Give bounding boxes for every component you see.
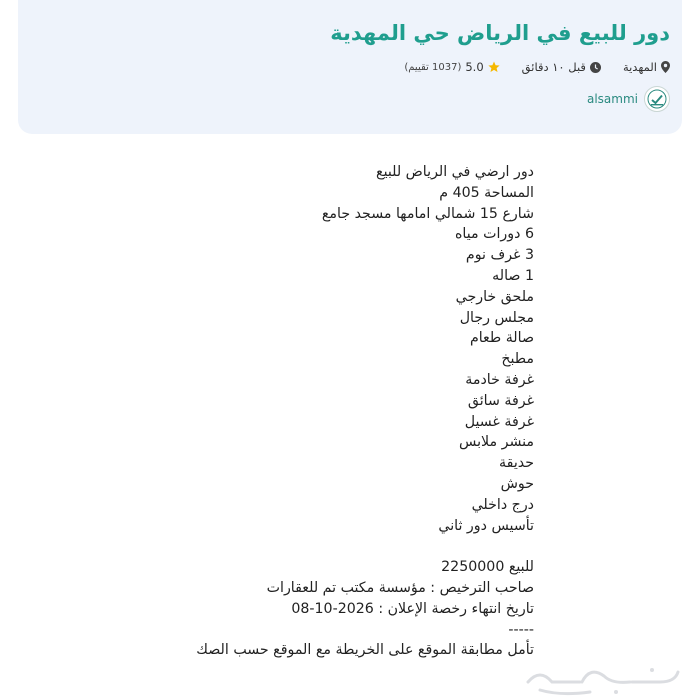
- location-pin-icon: [661, 61, 670, 73]
- license-owner: صاحب الترخيص : مؤسسة مكتب تم للعقارات: [266, 579, 534, 596]
- description-line: غرفة خادمة: [465, 371, 534, 388]
- time-info: [522, 60, 601, 74]
- haraj-watermark-logo: [520, 658, 685, 698]
- license-expiry: تاريخ انتهاء رخصة الإعلان : 2026-10-08: [291, 600, 534, 617]
- description-line: 6 دورات مياه: [454, 226, 534, 243]
- description-line: مجلس رجال: [459, 309, 534, 326]
- description-line: المساحة 405 م: [439, 184, 534, 201]
- description-line: مطبخ: [501, 351, 534, 368]
- rating-info[interactable]: [404, 60, 499, 74]
- time-ago: قبل ١٠ دقائق: [521, 60, 586, 74]
- rating-value: 5.0: [465, 60, 484, 74]
- description-line: تأسيس دور ثاني: [438, 517, 534, 534]
- description-line: غرفة غسيل: [464, 413, 534, 430]
- author-row[interactable]: [30, 86, 670, 112]
- note-line: تأمل مطابقة الموقع على الخريطة مع الموقع حسب الصك: [196, 642, 534, 659]
- description-line: 1 صاله: [492, 267, 534, 284]
- description-line: صالة طعام: [469, 330, 534, 347]
- description-line: منشر ملابس: [459, 434, 534, 451]
- clock-icon: [590, 62, 601, 73]
- ad-title: دور للبيع في الرياض حي المهدية: [330, 21, 670, 45]
- description-line: درج داخلي: [471, 496, 534, 513]
- description-line: دور ارضي في الرياض للبيع: [376, 164, 534, 180]
- ad-meta-row: [30, 60, 670, 74]
- rating-count: (1037 تقييم): [404, 61, 462, 73]
- location-label: المهدية: [622, 60, 657, 74]
- description-line: 3 غرف نوم: [465, 247, 534, 264]
- description-line: غرفة سائق: [467, 392, 534, 409]
- description-line: شارع 15 شمالي امامها مسجد جامع: [321, 205, 534, 222]
- author-name[interactable]: alsammi: [586, 92, 638, 106]
- verified-avatar-icon: [644, 86, 670, 112]
- separator-line: -----: [508, 621, 534, 638]
- ad-header-card: [18, 0, 682, 134]
- ad-description: [154, 162, 534, 661]
- star-icon: [488, 61, 500, 73]
- blank-line: [154, 536, 534, 557]
- location-link[interactable]: [623, 60, 670, 74]
- description-line: حديقة: [499, 455, 534, 472]
- price-line: للبيع 2250000: [441, 559, 534, 576]
- description-line: ملحق خارجي: [455, 288, 534, 305]
- description-line: حوش: [500, 475, 534, 492]
